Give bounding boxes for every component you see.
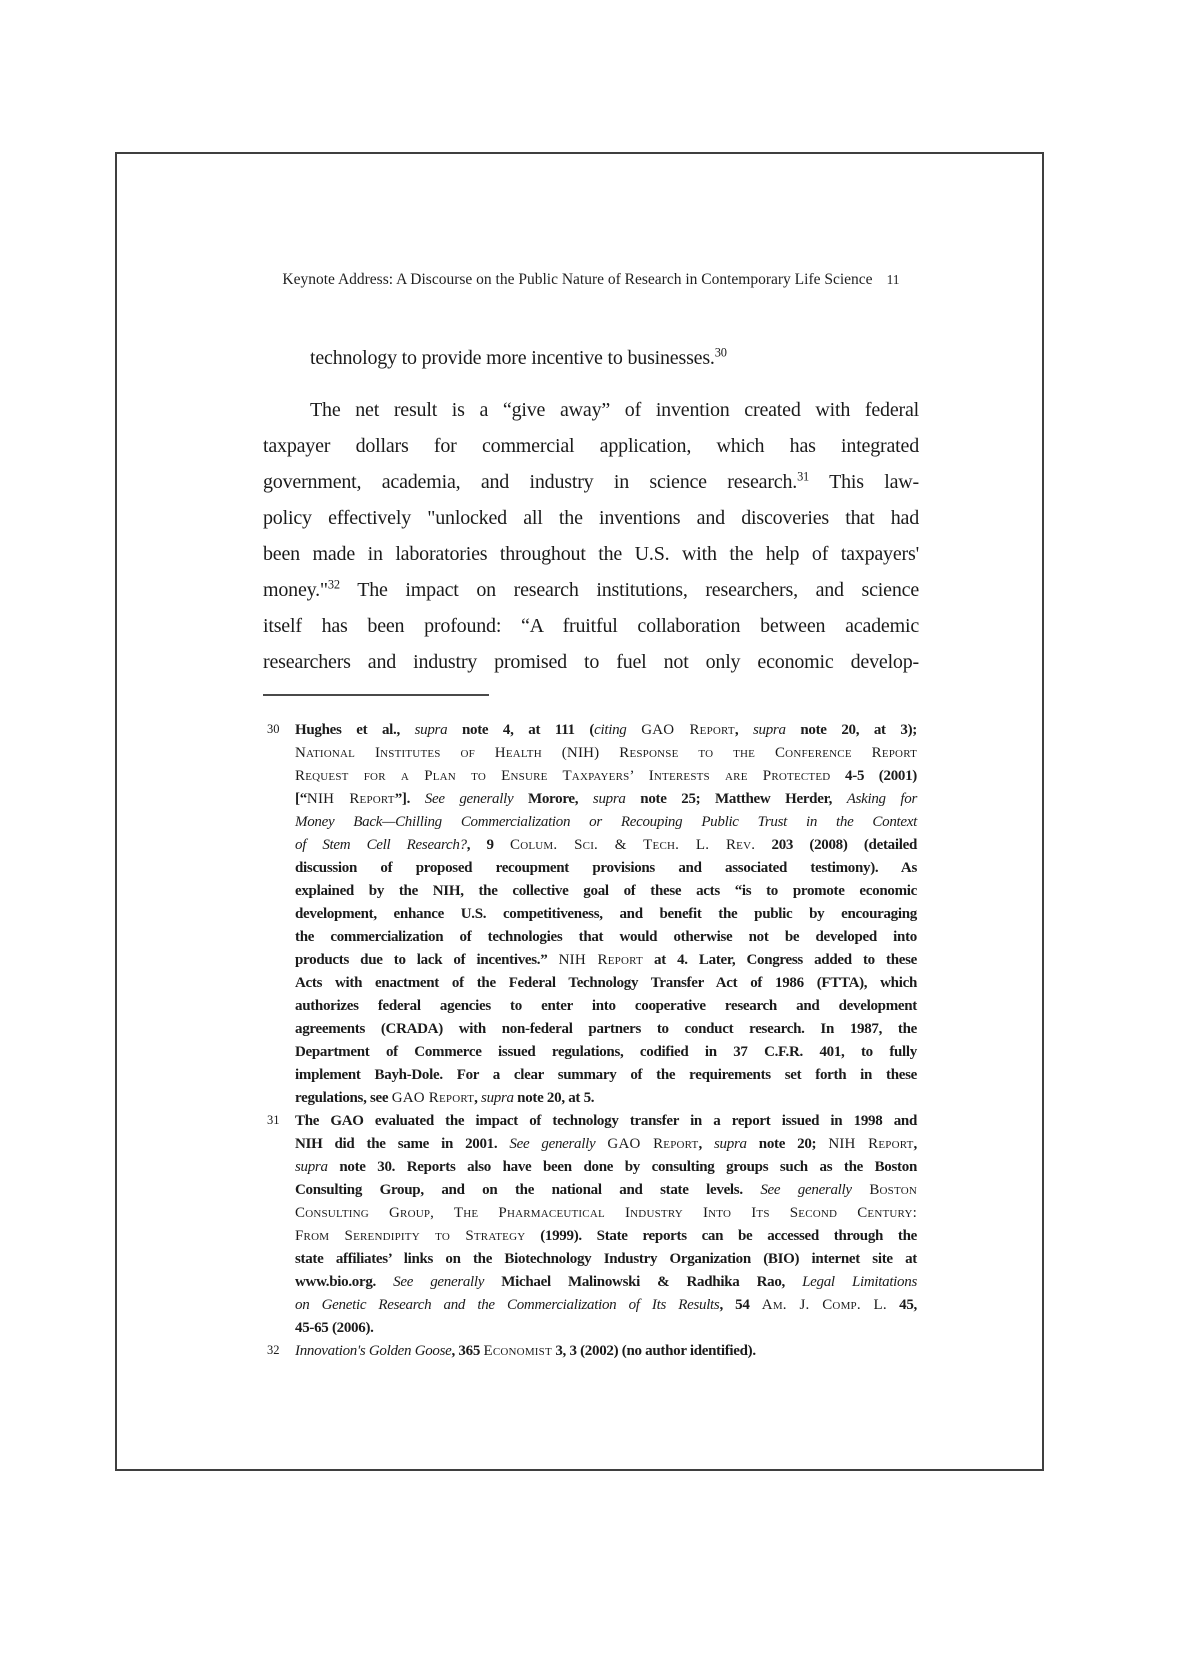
- text-segment: Boston: [869, 1182, 918, 1198]
- footnote-separator: [263, 694, 489, 696]
- footnote-line: [295, 1248, 917, 1271]
- text-segment: GAO Report: [641, 722, 735, 738]
- footnote-line: [295, 1087, 917, 1110]
- text-segment: ,: [474, 1090, 482, 1106]
- footnote-number: 31: [267, 1113, 280, 1127]
- text-segment: supra: [481, 1090, 514, 1106]
- footnote-number: 32: [267, 1343, 280, 1357]
- text-segment: Department of Commerce issued regulations, codified in 37 C.F.R. 401, to fully: [295, 1044, 917, 1060]
- text-segment: , 9: [466, 837, 510, 853]
- text-segment: The GAO evaluated the impact of technology transfer in a report issued in 1998 and: [295, 1113, 917, 1129]
- text-segment: See generally: [509, 1136, 596, 1152]
- body-line: [263, 644, 919, 680]
- text-segment: This law-: [809, 471, 919, 493]
- footnote-ref-superscript: 30: [714, 345, 727, 360]
- text-segment: From Serendipity to Strategy: [295, 1228, 526, 1244]
- text-segment: 45,: [886, 1297, 917, 1313]
- text-segment: 45-65 (2006).: [295, 1320, 374, 1336]
- footnote-line: [295, 1179, 917, 1202]
- footnotes-section: [267, 719, 918, 1363]
- text-segment: www.bio.org.: [295, 1274, 394, 1290]
- text-segment: GAO Report: [607, 1136, 699, 1152]
- body-line: [263, 392, 919, 428]
- footnote-line: [267, 1110, 917, 1133]
- body-paragraph: [263, 392, 919, 680]
- body-text: [263, 340, 919, 680]
- text-segment: 3, 3 (2002) (no author identified).: [551, 1343, 756, 1359]
- text-segment: money.": [263, 579, 328, 601]
- text-segment: Michael Malinowski & Radhika Rao,: [484, 1274, 803, 1290]
- footnote-line: [295, 1064, 917, 1087]
- footnote-line: [295, 834, 917, 857]
- text-segment: researchers and industry promised to fuel not only economic develop-: [263, 651, 919, 673]
- text-segment: note 20, at 3);: [785, 722, 917, 738]
- text-segment: agreements (CRADA) with non-federal partners to conduct research. In 1987, the: [295, 1021, 917, 1037]
- text-segment: [“: [295, 791, 307, 807]
- text-segment: taxpayer dollars for commercial application, which has integrated: [263, 435, 919, 457]
- body-line: [263, 572, 919, 608]
- text-segment: The net result is a “give away” of invention created with federal: [310, 399, 919, 421]
- text-segment: ,: [734, 722, 753, 738]
- running-header: [263, 270, 919, 290]
- text-segment: note 30. Reports also have been done by consulting groups such as the Boston: [327, 1159, 917, 1175]
- text-segment: ”].: [394, 791, 425, 807]
- body-line: [263, 608, 919, 644]
- text-segment: 4-5 (2001): [830, 768, 917, 784]
- text-segment: note 20, at 5.: [513, 1090, 595, 1106]
- footnote-line: [295, 1271, 917, 1294]
- footnote-line: [295, 972, 917, 995]
- text-segment: state affiliates’ links on the Biotechnology Industry Organization (BIO) internet site at: [295, 1251, 917, 1267]
- running-header-title: Keynote Address: A Discourse on the Public Nature of Research in Contemporary Life Science: [282, 271, 873, 288]
- text-segment: Legal Limitations: [802, 1274, 917, 1290]
- text-segment: [852, 1182, 870, 1198]
- text-segment: regulations, see: [295, 1090, 392, 1106]
- body-line: [263, 536, 919, 572]
- footnote-line: [295, 811, 917, 834]
- footnote-line: [295, 1133, 917, 1156]
- text-segment: , 54: [719, 1297, 762, 1313]
- text-segment: at 4. Later, Congress added to these: [642, 952, 917, 968]
- text-segment: note 20;: [746, 1136, 829, 1152]
- text-segment: Consulting Group, The Pharmaceutical Industry Into Its Second Century:: [295, 1205, 917, 1221]
- footnote-ref-superscript: 31: [797, 469, 810, 484]
- footnote-line: [295, 880, 917, 903]
- text-column: [263, 154, 919, 1363]
- text-segment: National Institutes of Health (NIH) Response to the Conference Report: [295, 745, 917, 761]
- text-segment: ,: [913, 1136, 917, 1152]
- footnote-line: [295, 788, 917, 811]
- text-segment: See generally: [424, 791, 514, 807]
- text-segment: The impact on research institutions, researchers, and science: [339, 579, 919, 601]
- text-segment: NIH Report: [306, 791, 395, 807]
- text-segment: NIH Report: [558, 952, 643, 968]
- footnote-line: [295, 1317, 917, 1340]
- footnote-line: [295, 1225, 917, 1248]
- footnote-line: [295, 903, 917, 926]
- text-segment: Hughes et al.,: [295, 722, 415, 738]
- text-segment: note 4, at 111 (: [447, 722, 595, 738]
- text-segment: of Stem Cell Research?: [295, 837, 467, 853]
- footnote-line: [295, 765, 917, 788]
- text-segment: citing: [594, 722, 627, 738]
- body-paragraph: [263, 340, 919, 376]
- footnote-line: [267, 1340, 917, 1363]
- text-segment: supra: [414, 722, 448, 738]
- text-segment: supra: [592, 791, 626, 807]
- body-line: [263, 464, 919, 500]
- footnote-line: [295, 949, 917, 972]
- text-segment: Consulting Group, and on the national and state levels.: [295, 1182, 761, 1198]
- text-segment: Request for a Plan to Ensure Taxpayers’ Interests are Protected: [295, 768, 831, 784]
- text-segment: supra: [752, 722, 786, 738]
- footnote-line: [295, 995, 917, 1018]
- text-segment: See generally: [393, 1274, 485, 1290]
- text-segment: Money Back—Chilling Commercialization or Recouping Public Trust in the Context: [295, 814, 917, 830]
- text-segment: explained by the NIH, the collective goal of these acts “is to promote economic: [295, 883, 917, 899]
- text-segment: Am. J. Comp. L.: [761, 1297, 887, 1313]
- footnote-line: [295, 926, 917, 949]
- text-segment: products due to lack of incentives.”: [295, 952, 559, 968]
- text-segment: 203 (2008) (detailed: [755, 837, 917, 853]
- body-line: [263, 340, 919, 376]
- text-segment: itself has been profound: “A fruitful collaboration between academic: [263, 615, 919, 637]
- footnote-ref-superscript: 32: [327, 577, 340, 592]
- text-segment: note 25; Matthew Herder,: [625, 791, 847, 807]
- text-segment: Innovation's Golden Goose: [295, 1343, 452, 1359]
- text-segment: Acts with enactment of the Federal Technology Transfer Act of 1986 (FTTA), which: [295, 975, 917, 991]
- footnote-line: [295, 857, 917, 880]
- text-segment: Economist: [483, 1343, 552, 1359]
- footnote-number: 30: [267, 722, 280, 736]
- footnote-line: [295, 1294, 917, 1317]
- text-segment: Morore,: [513, 791, 593, 807]
- text-segment: authorizes federal agencies to enter into cooperative research and development: [295, 998, 917, 1014]
- text-segment: [595, 1136, 607, 1152]
- footnote-line: [295, 1156, 917, 1179]
- page-frame: [115, 152, 1044, 1471]
- footnote-line: [295, 1018, 917, 1041]
- text-segment: policy effectively "unlocked all the inventions and discoveries that had: [263, 507, 919, 529]
- text-segment: technology to provide more incentive to businesses.: [310, 347, 715, 369]
- body-line: [263, 428, 919, 464]
- footnote-32: [267, 1340, 917, 1363]
- text-segment: See generally: [760, 1182, 852, 1198]
- page-number: 11: [886, 272, 900, 287]
- text-segment: supra: [295, 1159, 328, 1175]
- text-segment: ,: [698, 1136, 715, 1152]
- text-segment: Colum. Sci. & Tech. L. Rev.: [509, 837, 756, 853]
- text-segment: government, academia, and industry in science research.: [263, 471, 798, 493]
- text-segment: implement Bayh-Dole. For a clear summary of the requirements set forth in these: [295, 1067, 917, 1083]
- text-segment: GAO Report: [391, 1090, 475, 1106]
- footnote-line: [267, 719, 917, 742]
- text-segment: been made in laboratories throughout the U.S. with the help of taxpayers': [263, 543, 919, 565]
- text-segment: the commercialization of technologies that would otherwise not be developed into: [295, 929, 917, 945]
- footnote-line: [295, 1202, 917, 1225]
- footnote-line: [295, 742, 917, 765]
- footnote-line: [295, 1041, 917, 1064]
- text-segment: supra: [714, 1136, 747, 1152]
- body-line: [263, 500, 919, 536]
- text-segment: development, enhance U.S. competitiveness, and benefit the public by encouraging: [295, 906, 917, 922]
- text-segment: (1999). State reports can be accessed through the: [525, 1228, 917, 1244]
- footnote-31: [267, 1110, 918, 1340]
- text-segment: NIH did the same in 2001.: [295, 1136, 510, 1152]
- text-segment: Asking for: [846, 791, 918, 807]
- text-segment: [627, 722, 642, 738]
- text-segment: on Genetic Research and the Commercialization of Its Results: [295, 1297, 720, 1313]
- text-segment: , 365: [451, 1343, 484, 1359]
- text-segment: NIH Report: [828, 1136, 914, 1152]
- text-segment: discussion of proposed recoupment provisions and associated testimony). As: [295, 860, 917, 876]
- footnote-30: [267, 719, 918, 1110]
